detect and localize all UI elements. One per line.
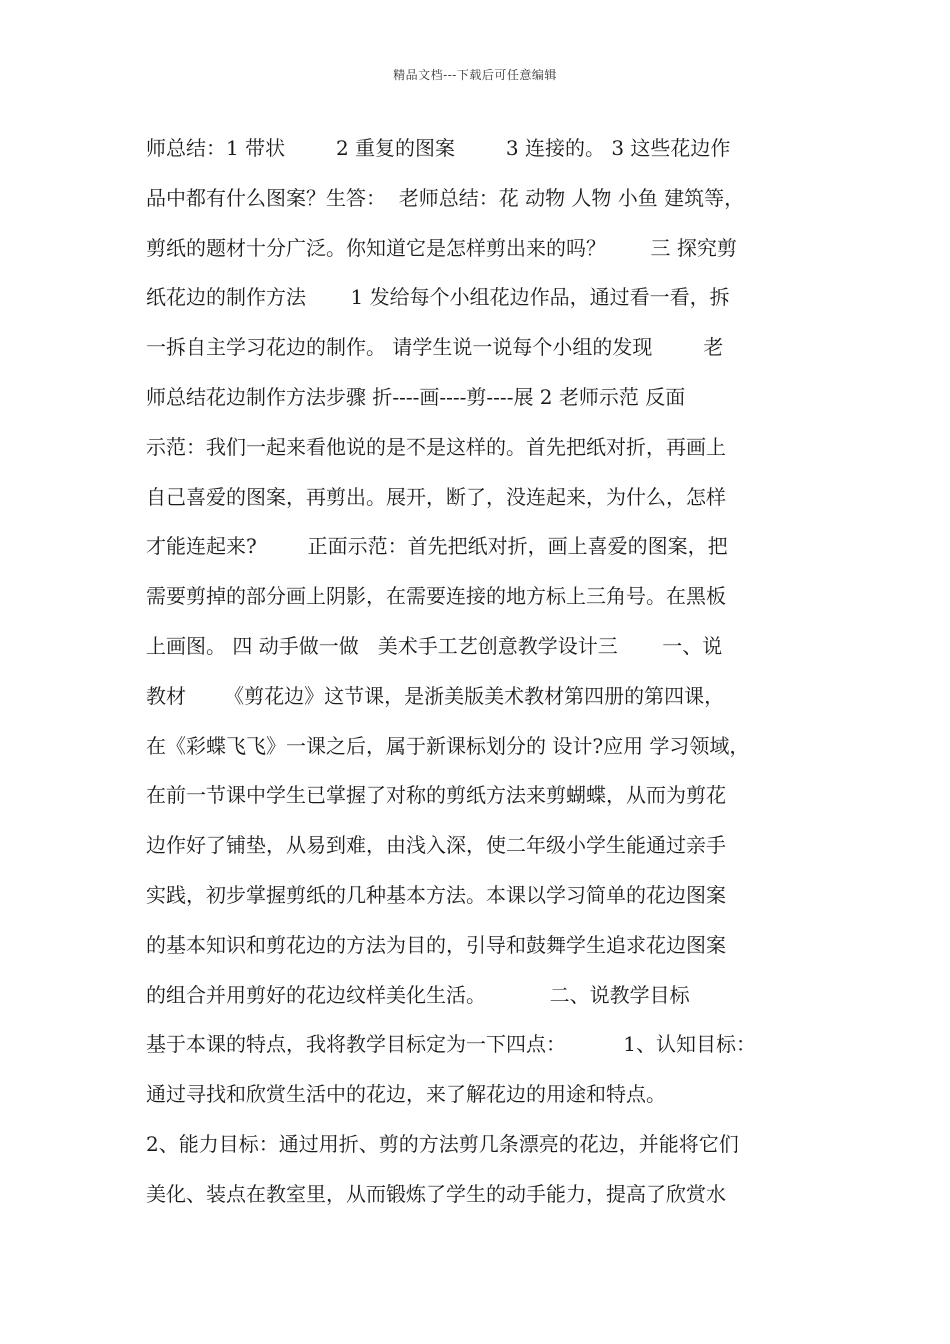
text-line: 示范：我们一起来看他说的是不是这样的。首先把纸对折，再画上 <box>146 434 726 459</box>
text-line: 在前一节课中学生已掌握了对称的剪纸方法来剪蝴蝶，从而为剪花 <box>146 783 726 808</box>
text-line: 品中都有什么图案？生答： 老师总结：花 动物 人物 小鱼 建筑等， <box>146 185 745 210</box>
text-line: 在《彩蝶飞飞》一课之后，属于新课标划分的 设计?应用 学习领域， <box>146 733 750 758</box>
text-line: 师总结：1 带状 2 重复的图案 3 连接的。 3 这些花边作 <box>146 136 731 160</box>
text-line: 自己喜爱的图案，再剪出。展开，断了，没连起来，为什么，怎样 <box>146 484 726 509</box>
text-line: 教材 《剪花边》这节课，是浙美版美术教材第四册的第四课， <box>146 683 725 708</box>
text-line: 的基本知识和剪花边的方法为目的，引导和鼓舞学生追求花边图案 <box>146 932 726 957</box>
text-line: 的组合并用剪好的花边纹样美化生活。 二、说教学目标 <box>146 982 690 1007</box>
page-header: 精品文档---下载后可任意编辑 <box>393 68 557 82</box>
text-line: 一拆自主学习花边的制作。 请学生说一说每个小组的发现 老 <box>146 335 724 360</box>
text-line: 上画图。 四 动手做一做 美术手工艺创意教学设计三 一、说 <box>146 633 723 658</box>
text-line: 才能连起来? 正面示范：首先把纸对折，画上喜爱的图案，把 <box>146 534 728 559</box>
text-line: 剪纸的题材十分广泛。你知道它是怎样剪出来的吗？ 三 探究剪 <box>146 235 737 260</box>
text-line: 边作好了铺垫，从易到难，由浅入深，使二年级小学生能通过亲手 <box>146 833 726 858</box>
body-text <box>146 124 811 1220</box>
text-line: 实践，初步掌握剪纸的几种基本方法。本课以学习简单的花边图案 <box>146 882 726 907</box>
text-line: 师总结花边制作方法步骤 折----画----剪----展 2 老师示范 反面 <box>146 384 686 409</box>
text-line: 需要剪掉的部分画上阴影，在需要连接的地方标上三角号。在黑板 <box>146 584 726 609</box>
text-line: 纸花边的制作方法 1 发给每个小组花边作品，通过看一看，拆 <box>146 285 730 310</box>
text-line: 2、能力目标：通过用折、剪的方法剪几条漂亮的花边，并能将它们 <box>146 1131 739 1156</box>
text-line: 美化、装点在教室里，从而锻炼了学生的动手能力，提高了欣赏水 <box>146 1181 726 1206</box>
text-line: 通过寻找和欣赏生活中的花边，来了解花边的用途和特点。 <box>146 1082 666 1107</box>
text-line: 基于本课的特点，我将教学目标定为一下四点： 1、认知目标： <box>146 1032 756 1057</box>
